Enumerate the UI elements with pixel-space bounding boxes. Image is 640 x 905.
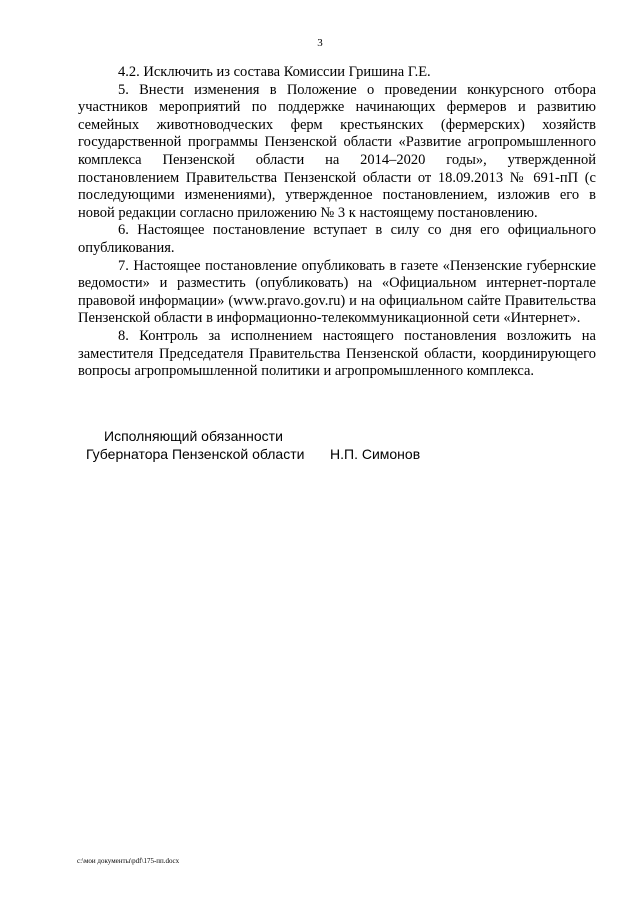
paragraph-6: 6. Настоящее постановление вступает в силу со дня его официального опубликования. (78, 222, 596, 256)
signatory-name: Н.П. Симонов (330, 446, 421, 462)
paragraph-8: 8. Контроль за исполнением настоящего постановления возложить на заместителя Председателя Правительства Пензенской области, координирующего вопросы агропромышленной политики и агропромышленного комплекса. (78, 327, 596, 380)
paragraph-7: 7. Настоящее постановление опубликовать в газете «Пензенские губернские ведомости» и разместить (опубликовать) на «Официальном интернет-портале правовой информации» (www.pravo.gov.ru) и на официальном сайте Правительства Пензенской области в информационно-телекоммуникационной сети «Интернет». (78, 257, 596, 327)
paragraph-5: 5. Внести изменения в Положение о проведении конкурсного отбора участников мероприятий по поддержке начинающих фермеров и развитию семейных животноводческих ферм крестьянских (фермерских) хозяйств государственной программы Пензенской области «Развитие агропромышленного комплекса Пензенской области на 2014–2020 годы», утвержденной постановлением Правительства Пензенской области от 18.09.2013 № 691-пП (с последующими изменениями), утвержденное постановлением, изложив его в новой редакции согласно приложению № 3 к настоящему постановлению. (78, 81, 596, 221)
footer-file-path: c:\мои документы\pdf\175-пп.docx (77, 857, 180, 865)
paragraph-4-2: 4.2. Исключить из состава Комиссии Гришина Г.Е. (118, 64, 431, 80)
signatory-title-line-1: Исполняющий обязанности (104, 428, 283, 444)
page-number: 3 (317, 37, 323, 49)
signatory-title-line-2: Губернатора Пензенской области (86, 446, 305, 462)
document-body (78, 64, 596, 381)
